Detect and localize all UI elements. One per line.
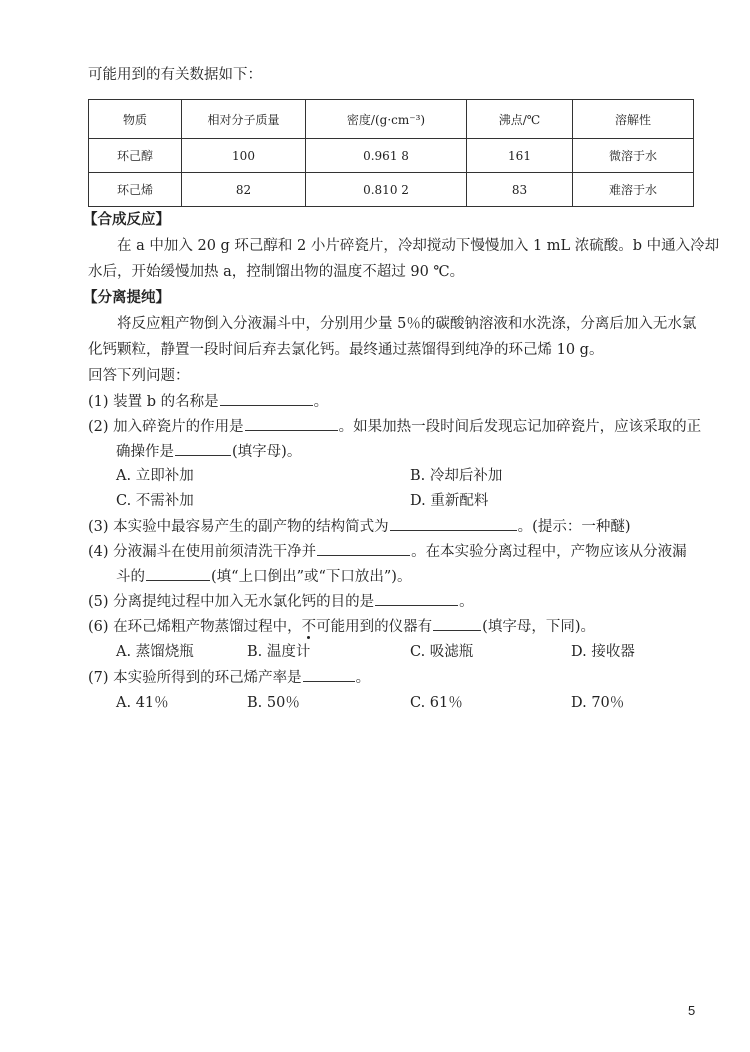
question-4 bbox=[88, 540, 687, 563]
answer-blank[interactable] bbox=[433, 615, 481, 631]
option-item: C. 吸滤瓶 bbox=[410, 644, 474, 660]
option-item: B. 冷却后补加 bbox=[410, 468, 503, 484]
separation-text-line: 将反应粗产物倒入分液漏斗中，分别用少量 5％的碳酸钠溶液和水洗涤，分离后加入无水氯 bbox=[117, 316, 697, 332]
option-item: C. 不需补加 bbox=[116, 493, 194, 509]
table-header-cell: 沸点/℃ bbox=[467, 100, 573, 139]
table-header-cell: 相对分子质量 bbox=[182, 100, 306, 139]
table-cell: 161 bbox=[467, 139, 573, 173]
table-cell: 83 bbox=[467, 173, 573, 207]
table-header-cell: 溶解性 bbox=[573, 100, 694, 139]
page-number: 5 bbox=[688, 1003, 696, 1018]
option-item: B. 50％ bbox=[247, 695, 300, 711]
table-header-row bbox=[89, 100, 694, 139]
option-item: A. 41％ bbox=[116, 695, 169, 711]
question-text: 。 bbox=[459, 594, 474, 610]
table-header-cell: 密度/(g·cm⁻³) bbox=[306, 100, 467, 139]
option-item: B. 温度计 bbox=[247, 644, 311, 660]
answer-blank[interactable] bbox=[146, 565, 210, 581]
question-2 bbox=[88, 415, 701, 438]
question-text: (3) 本实验中最容易产生的副产物的结构简式为 bbox=[88, 519, 389, 535]
table-cell: 100 bbox=[182, 139, 306, 173]
question-text: (填字母，下同)。 bbox=[482, 619, 595, 635]
data-table bbox=[88, 99, 694, 207]
table-cell: 0.961 8 bbox=[306, 139, 467, 173]
table-header-cell: 物质 bbox=[89, 100, 182, 139]
question-text: (1) 装置 b 的名称是 bbox=[88, 394, 219, 410]
answer-blank[interactable] bbox=[303, 666, 355, 682]
question-text: (4) 分液漏斗在使用前须清洗干净并 bbox=[88, 544, 317, 560]
question-text: 。 bbox=[313, 394, 329, 410]
separation-heading: 【分离提纯】 bbox=[83, 290, 170, 306]
question-text: (2) 加入碎瓷片的作用是 bbox=[88, 419, 244, 435]
question-text: (6) 在环己烯粗产物蒸馏过程中， bbox=[88, 619, 302, 635]
answer-prompt: 回答下列问题： bbox=[88, 368, 190, 384]
option-item: A. 立即补加 bbox=[116, 468, 194, 484]
question-text: (填字母)。 bbox=[232, 444, 302, 460]
question-text: (填“上口倒出”或“下口放出”)。 bbox=[211, 569, 412, 585]
option-item: D. 重新配料 bbox=[410, 493, 489, 509]
table-row bbox=[89, 173, 694, 207]
option-item: A. 蒸馏烧瓶 bbox=[116, 644, 194, 660]
intro-text: 可能用到的有关数据如下： bbox=[88, 67, 262, 83]
table-cell: 难溶于水 bbox=[573, 173, 694, 207]
answer-blank[interactable] bbox=[220, 390, 313, 406]
question-text: 可能用到的仪器有 bbox=[316, 619, 433, 635]
answer-blank[interactable] bbox=[317, 540, 410, 556]
table-cell: 0.810 2 bbox=[306, 173, 467, 207]
table-cell: 环己烯 bbox=[89, 173, 182, 207]
question-text: 。在本实验分离过程中，产物应该从分液漏 bbox=[411, 544, 687, 560]
answer-blank[interactable] bbox=[390, 515, 517, 531]
question-7 bbox=[88, 666, 370, 689]
answer-blank[interactable] bbox=[245, 415, 338, 431]
question-6 bbox=[88, 615, 595, 638]
table-cell: 环己醇 bbox=[89, 139, 182, 173]
question-text: 。 bbox=[355, 670, 371, 686]
option-item: C. 61％ bbox=[410, 695, 463, 711]
answer-blank[interactable] bbox=[175, 440, 231, 456]
question-text: (5) 分离提纯过程中加入无水氯化钙的目的是 bbox=[88, 594, 375, 610]
separation-text-line: 化钙颗粒，静置一段时间后弃去氯化钙。最终通过蒸馏得到纯净的环己烯 10 g。 bbox=[88, 342, 604, 358]
question-text: 确操作是 bbox=[116, 444, 174, 460]
question-text: 斗的 bbox=[116, 569, 145, 585]
question-2-line2 bbox=[116, 440, 301, 463]
question-3 bbox=[88, 515, 630, 538]
table-row bbox=[89, 139, 694, 173]
question-text: 。(提示：一种醚) bbox=[517, 519, 631, 535]
synthesis-text-line: 在 a 中加入 20 g 环己醇和 2 小片碎瓷片，冷却搅动下慢慢加入 1 mL 浓硫酸。b 中通入冷却 bbox=[117, 238, 720, 254]
question-5 bbox=[88, 590, 474, 613]
question-text: (7) 本实验所得到的环己烯产率是 bbox=[88, 670, 302, 686]
option-item: D. 接收器 bbox=[571, 644, 635, 660]
table-cell: 82 bbox=[182, 173, 306, 207]
synthesis-text-line: 水后，开始缓慢加热 a，控制馏出物的温度不超过 90 ℃。 bbox=[88, 264, 465, 280]
question-4-line2 bbox=[116, 565, 411, 588]
emphasis-mark-text: 不 bbox=[301, 619, 317, 635]
table-cell: 微溶于水 bbox=[573, 139, 694, 173]
question-1 bbox=[88, 390, 328, 413]
option-item: D. 70％ bbox=[571, 695, 625, 711]
answer-blank[interactable] bbox=[375, 590, 458, 606]
synthesis-heading: 【合成反应】 bbox=[83, 212, 170, 228]
question-text: 。如果加热一段时间后发现忘记加碎瓷片，应该采取的正 bbox=[338, 419, 702, 435]
